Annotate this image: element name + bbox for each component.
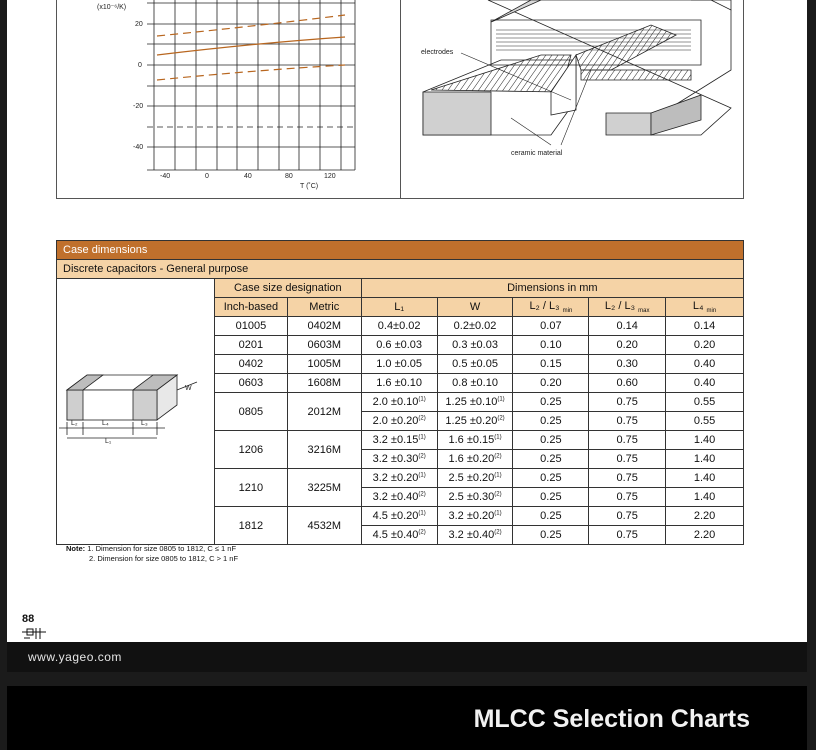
table-subtitle: Discrete capacitors - General purpose [57, 260, 744, 279]
table-cell: 2.20 [666, 507, 744, 526]
page-footer-bar [7, 642, 807, 672]
table-cell: 0.3 ±0.03 [437, 336, 513, 355]
table-cell: 0.40 [666, 355, 744, 374]
table-cell: 0.75 [589, 450, 666, 469]
note-line-1: 1. Dimension for size 0805 to 1812, C ≤ 1 nF [87, 544, 237, 553]
table-cell: 0.20 [666, 336, 744, 355]
table-cell: $4.5 \pm 0.20^{(1)}$ [361, 507, 437, 526]
table-cell: 1.40 [666, 450, 744, 469]
table-cell: 0.75 [589, 431, 666, 450]
col-l1: L₁ [361, 298, 437, 317]
x-tick: 0 [205, 173, 209, 180]
case-dimensions-table [56, 240, 744, 545]
table-cell: 2.20 [666, 526, 744, 545]
page-number: 88 [22, 613, 35, 625]
table-cell: $1.25 \pm 0.10^{(1)}$ [437, 393, 513, 412]
table-cell: 0.25 [513, 507, 589, 526]
electrodes-label: electrodes [421, 49, 454, 56]
table-cell: 1.40 [666, 431, 744, 450]
table-cell: 0.14 [589, 317, 666, 336]
table-cell: 01005 [214, 317, 287, 336]
case-size-header: Case size designation [214, 279, 361, 298]
table-cell: 0.75 [589, 412, 666, 431]
table-cell: 0.60 [589, 374, 666, 393]
y-tick: -40 [133, 144, 144, 151]
table-cell: 0.5 ±0.05 [437, 355, 513, 374]
dimensions-header: Dimensions in mm [361, 279, 743, 298]
table-cell: 0.25 [513, 412, 589, 431]
table-cell: 0402 [214, 355, 287, 374]
capacitor-construction-diagram [401, 0, 744, 199]
figure-panel [56, 0, 744, 199]
table-cell: $2.0 \pm 0.10^{(1)}$ [361, 393, 437, 412]
table-cell: 0.55 [666, 393, 744, 412]
table-cell: $1.25 \pm 0.20^{(2)}$ [437, 412, 513, 431]
table-cell: 0.2±0.02 [437, 317, 513, 336]
table-cell: $3.2 \pm 0.20^{(1)}$ [437, 507, 513, 526]
yageo-logo-icon [22, 627, 46, 641]
l2-label: L₂ [71, 420, 79, 427]
next-page-title: MLCC Selection Charts [473, 705, 750, 733]
table-cell: 0.07 [513, 317, 589, 336]
table-cell: 0.75 [589, 469, 666, 488]
table-subtitle-row [57, 260, 744, 279]
col-inch-based: Inch-based [214, 298, 287, 317]
table-note [66, 544, 238, 564]
table-cell: 0.25 [513, 488, 589, 507]
x-axis-label: T (˚C) [300, 183, 319, 190]
table-cell: 1812 [214, 507, 287, 545]
table-cell: 0.25 [513, 431, 589, 450]
table-cell: 0402M [287, 317, 361, 336]
table-cell: $3.2 \pm 0.15^{(1)}$ [361, 431, 437, 450]
table-cell: 1.6 ±0.10 [361, 374, 437, 393]
table-cell: $3.2 \pm 0.30^{(2)}$ [361, 450, 437, 469]
col-l2l3-max: L₂ / L₃ $_{max}$ [589, 298, 666, 317]
table-cell: 0.75 [589, 393, 666, 412]
table-cell: 0.25 [513, 393, 589, 412]
table-cell: 3216M [287, 431, 361, 469]
y-tick: -20 [133, 103, 144, 110]
nominal-curve [157, 37, 345, 55]
x-tick: 120 [324, 173, 336, 180]
table-cell: 2012M [287, 393, 361, 431]
table-cell: 0.15 [513, 355, 589, 374]
table-cell: 0805 [214, 393, 287, 431]
table-cell: 3225M [287, 469, 361, 507]
col-l2l3-min: L₂ / L₃ $_{min}$ [513, 298, 589, 317]
note-label: Note: [66, 544, 86, 553]
table-cell: 0.75 [589, 488, 666, 507]
y-unit-label: (x10⁻⁶/K) [97, 4, 127, 11]
table-cell: $1.6 \pm 0.20^{(2)}$ [437, 450, 513, 469]
table-cell: $2.0 \pm 0.20^{(2)}$ [361, 412, 437, 431]
chip-dimension-drawing [57, 350, 213, 470]
table-cell: $3.2 \pm 0.20^{(1)}$ [361, 469, 437, 488]
col-l4-min: L₄ $_{min}$ [666, 298, 744, 317]
temperature-coefficient-graph [57, 0, 400, 199]
table-cell: 0.55 [666, 412, 744, 431]
footer-url-link[interactable]: www.yageo.com [28, 650, 122, 664]
w-label: W [185, 385, 193, 392]
y-tick: 0 [138, 62, 142, 69]
l1-label: L₁ [105, 438, 112, 445]
table-cell: 1.0 ±0.05 [361, 355, 437, 374]
table-cell: 0.10 [513, 336, 589, 355]
x-tick: 80 [285, 173, 293, 180]
col-w: W [437, 298, 513, 317]
table-cell: 0.25 [513, 469, 589, 488]
table-cell: 0.25 [513, 450, 589, 469]
table-cell: 1210 [214, 469, 287, 507]
y-tick: 20 [135, 21, 143, 28]
lower-limit-curve [157, 65, 345, 80]
table-cell: $1.6 \pm 0.15^{(1)}$ [437, 431, 513, 450]
l3-label: L₃ [141, 420, 149, 427]
x-tick: -40 [160, 173, 171, 180]
table-cell: 0.8 ±0.10 [437, 374, 513, 393]
table-cell: 0603M [287, 336, 361, 355]
table-cell: 0.6 ±0.03 [361, 336, 437, 355]
table-cell: 0.75 [589, 526, 666, 545]
table-title-row [57, 241, 744, 260]
table-cell: $2.5 \pm 0.20^{(1)}$ [437, 469, 513, 488]
table-cell: 0.20 [513, 374, 589, 393]
table-cell: 1206 [214, 431, 287, 469]
table-cell: $2.5 \pm 0.30^{(2)}$ [437, 488, 513, 507]
table-cell: 1.40 [666, 469, 744, 488]
table-cell: 0.4±0.02 [361, 317, 437, 336]
table-title: Case dimensions [57, 241, 744, 260]
column-group-row [57, 279, 744, 298]
table-cell: $3.2 \pm 0.40^{(2)}$ [361, 488, 437, 507]
table-cell: 1005M [287, 355, 361, 374]
table-cell: 4532M [287, 507, 361, 545]
table-cell: 0.20 [589, 336, 666, 355]
table-cell: $3.2 \pm 0.40^{(2)}$ [437, 526, 513, 545]
upper-limit-curve [157, 15, 345, 36]
table-cell: 0.40 [666, 374, 744, 393]
col-metric: Metric [287, 298, 361, 317]
table-cell: 0.14 [666, 317, 744, 336]
table-cell: 0603 [214, 374, 287, 393]
table-cell: 0.30 [589, 355, 666, 374]
l4-label: L₄ [102, 420, 110, 427]
table-cell: 0.25 [513, 526, 589, 545]
note-line-2: 2. Dimension for size 0805 to 1812, C > 1 nF [89, 554, 239, 563]
table-cell: $4.5 \pm 0.40^{(2)}$ [361, 526, 437, 545]
ceramic-material-label: ceramic material [511, 150, 563, 157]
table-cell: 0.75 [589, 507, 666, 526]
x-tick: 40 [244, 173, 252, 180]
table-cell: 1.40 [666, 488, 744, 507]
table-cell: 0201 [214, 336, 287, 355]
chip-drawing-cell [57, 279, 215, 545]
table-cell: 1608M [287, 374, 361, 393]
